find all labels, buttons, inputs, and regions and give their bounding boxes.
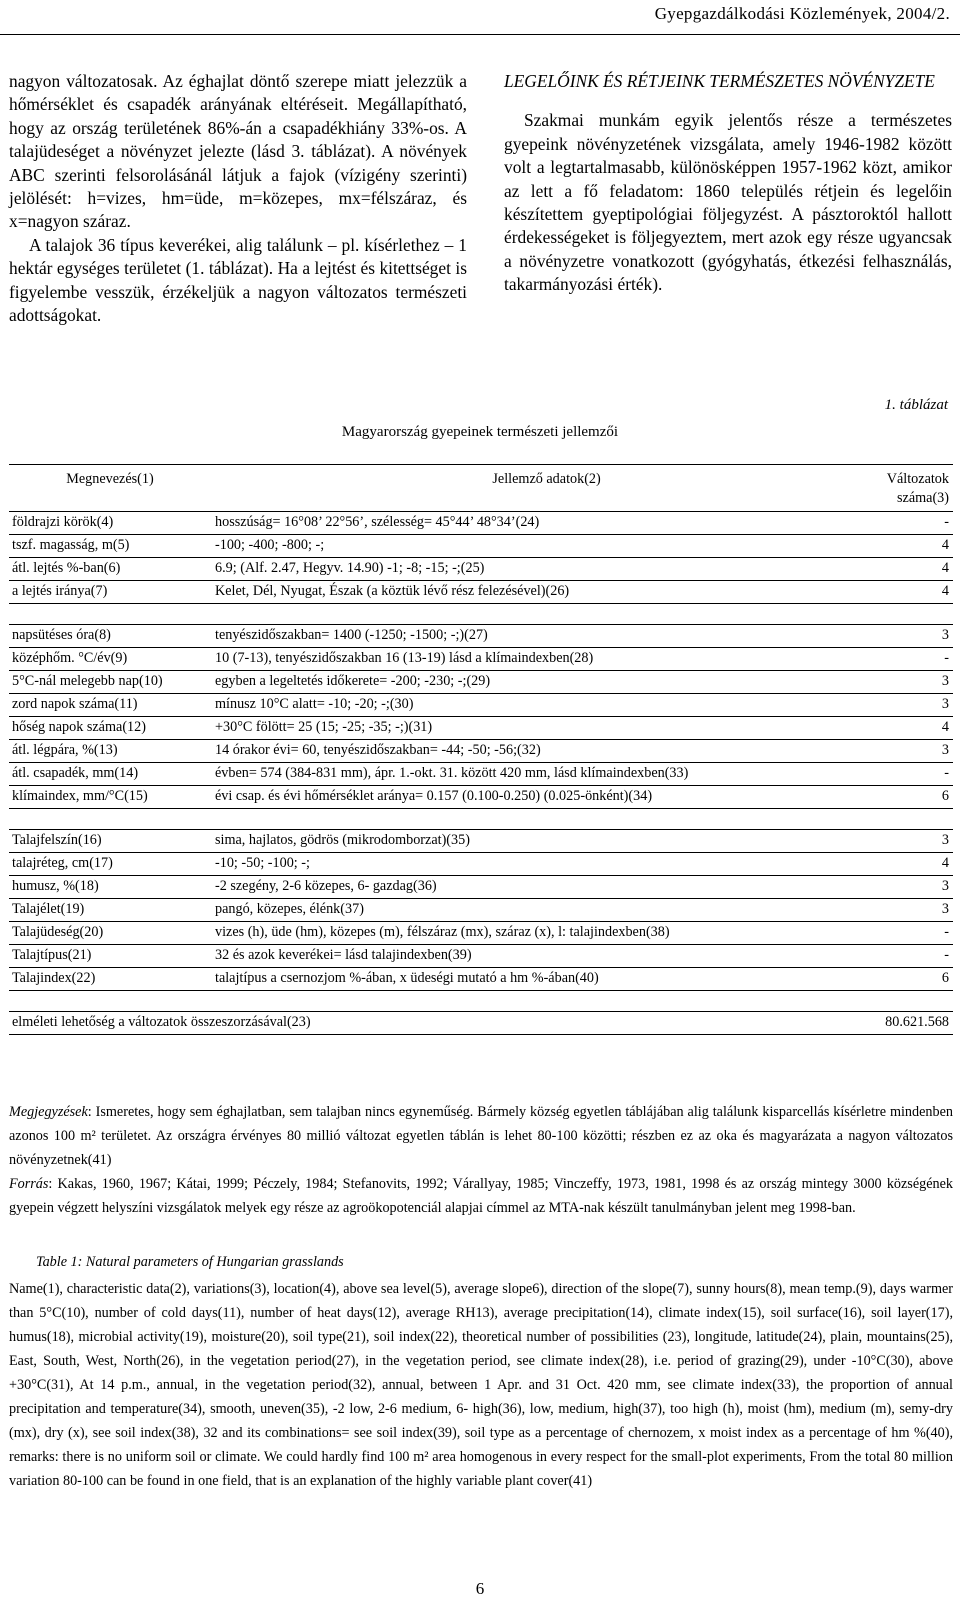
name-cell: Talajüdeség(20) [9, 922, 212, 945]
left-paragraph-2: A talajok 36 típus keverékei, alig találunk – pl. kísérlethez – 1 hektár egységes területet (1. táblázat). Ha a lejtést és kitettséget is figyelembe vesszük, érzékeljük a nagyon változatos természeti adottságokat. [9, 234, 467, 326]
name-cell: átl. légpára, %(13) [9, 740, 212, 763]
variations-cell: - [882, 763, 953, 786]
total-row [9, 1012, 953, 1035]
journal-header: Gyepgazdálkodási Közlemények, 2004/2. [654, 4, 950, 23]
table-row [9, 512, 953, 535]
english-table-title: Table 1: Natural parameters of Hungarian grasslands [36, 1254, 344, 1270]
header-cell: Változatok száma(3) [882, 465, 953, 512]
name-cell: tszf. magasság, m(5) [9, 535, 212, 558]
name-cell: Talajtípus(21) [9, 945, 212, 968]
table-row [9, 945, 953, 968]
data-cell: mínusz 10°C alatt= -10; -20; -;(30) [212, 694, 882, 717]
table-row [9, 830, 953, 853]
data-cell: évben= 574 (384-831 mm), ápr. 1.-okt. 31. között 420 mm, lásd klímaindexben(33) [212, 763, 882, 786]
right-column [504, 70, 952, 297]
name-cell: a lejtés iránya(7) [9, 581, 212, 604]
data-cell: Kelet, Dél, Nyugat, Észak (a köztük lévő rész felezésével)(26) [212, 581, 882, 604]
variations-cell: 4 [882, 535, 953, 558]
variations-cell: 3 [882, 899, 953, 922]
table-row [9, 899, 953, 922]
page-number: 6 [475, 1579, 485, 1598]
source [9, 1172, 953, 1220]
total-value: 80.621.568 [882, 1012, 953, 1035]
remarks-label: Megjegyzések [9, 1104, 88, 1120]
remarks [9, 1100, 953, 1172]
variations-cell: 3 [882, 625, 953, 648]
table-number: 1. táblázat [884, 397, 948, 413]
name-cell: 5°C-nál melegebb nap(10) [9, 671, 212, 694]
name-cell: Talajélet(19) [9, 899, 212, 922]
data-cell: 10 (7-13), tenyészidőszakban 16 (13-19) lásd a klímaindexben(28) [212, 648, 882, 671]
table-row [9, 853, 953, 876]
table-row [9, 648, 953, 671]
name-cell: Talajfelszín(16) [9, 830, 212, 853]
section-title: LEGELŐINK ÉS RÉTJEINK TERMÉSZETES NÖVÉNYZETE [504, 71, 935, 91]
left-paragraph-1: nagyon változatosak. Az éghajlat döntő szerepe miatt jelezzük a hőmérséklet és csapadék arányának eltéréseit. Megállapítható, hogy az ország területének 86%-án a csapadékhiány 33%-os. A talajüdeséget a növényzet jelezte (lásd 3. táblázat). A növények ABC szerinti felsorolásánál látjuk a fajok (vízigény szerinti) jelölését: h=vizes, hm=üde, m=közepes, mx=félszáraz, és x=nagyon száraz. [9, 71, 467, 232]
name-cell: földrajzi körök(4) [9, 512, 212, 535]
name-cell: humusz, %(18) [9, 876, 212, 899]
variations-cell: 3 [882, 671, 953, 694]
data-cell: pangó, közepes, élénk(37) [212, 899, 882, 922]
variations-cell: - [882, 648, 953, 671]
data-cell: 6.9; (Alf. 2.47, Hegyv. 14.90) -1; -8; -15; -;(25) [212, 558, 882, 581]
variations-cell: 4 [882, 853, 953, 876]
table-row [9, 581, 953, 604]
variations-cell: - [882, 922, 953, 945]
source-label: Forrás [9, 1176, 49, 1192]
total-label: elméleti lehetőség a változatok összeszorzásával(23) [9, 1012, 882, 1035]
variations-cell: 4 [882, 558, 953, 581]
data-cell: -2 szegény, 2-6 közepes, 6- gazdag(36) [212, 876, 882, 899]
table-row [9, 535, 953, 558]
table-row [9, 558, 953, 581]
table-spacer-row [9, 809, 953, 830]
name-cell: zord napok száma(11) [9, 694, 212, 717]
data-cell: tenyészidőszakban= 1400 (-1250; -1500; -;)(27) [212, 625, 882, 648]
variations-cell: 3 [882, 830, 953, 853]
table-row [9, 671, 953, 694]
header-cell: Jellemző adatok(2) [212, 465, 882, 512]
name-cell: napsütéses óra(8) [9, 625, 212, 648]
data-table [9, 464, 953, 1035]
data-cell: talajtípus a csernozjom %-ában, x üdeségi mutató a hm %-ában(40) [212, 968, 882, 991]
table-row [9, 968, 953, 991]
header-rule [0, 34, 960, 35]
table-row [9, 922, 953, 945]
name-cell: középhőm. °C/év(9) [9, 648, 212, 671]
table-row [9, 786, 953, 809]
data-cell: -10; -50; -100; -; [212, 853, 882, 876]
name-cell: hőség napok száma(12) [9, 717, 212, 740]
remarks-text: : Ismeretes, hogy sem éghajlatban, sem talajban nincs egyneműség. Bármely község egyetlen táblájában alig találunk kisparcellás kísérletre mindenben azonos 100 m² területet. Az országra érvényes 80 millió változat egyetlen táblán is lehet 80-100 közötti; részben ez az oka és magyarázata a nagyon változatos növényzetnek(41) [9, 1104, 953, 1168]
left-column [9, 70, 467, 327]
variations-cell: 6 [882, 786, 953, 809]
name-cell: átl. lejtés %-ban(6) [9, 558, 212, 581]
table-row [9, 694, 953, 717]
data-cell: vizes (h), üde (hm), közepes (m), félszáraz (mx), száraz (x), l: talajindexben(38) [212, 922, 882, 945]
name-cell: Talajindex(22) [9, 968, 212, 991]
table-spacer-row [9, 604, 953, 625]
table-row [9, 876, 953, 899]
data-cell: sima, hajlatos, gödrös (mikrodomborzat)(35) [212, 830, 882, 853]
name-cell: talajréteg, cm(17) [9, 853, 212, 876]
table-row [9, 740, 953, 763]
data-cell: egyben a legeltetés időkerete= -200; -230; -;(29) [212, 671, 882, 694]
data-cell: 32 és azok keverékei= lásd talajindexben(39) [212, 945, 882, 968]
english-table-legend: Name(1), characteristic data(2), variations(3), location(4), above sea level(5), average slope6), direction of the slope(7), sunny hours(8), mean temp.(9), days warmer than 5°C(10), number of cold days(11), number of heat days(12), average RH13), average precipitation(14), climate index(15), soil surface(16), soil layer(17), humus(18), microbial activity(19), moisture(20), soil type(21), soil index(22), theoretical number of possibilities (23), longitude, latitude(24), plain, mountains(25), East, South, West, North(26), in the vegetation period(27), in the vegetation period, see climate index(28), i.e. period of grazing(29), under -10°C(30), above +30°C(31), At 14 p.m., annual, in the vegetation period(32), annual, between 1 Apr. and 31 Oct. 420 mm, see climate index(33), the proportion of annual precipitation and temperature(34), smooth, uneven(35), -2 low, 2-6 medium, 6- high(36), low, medium, high(37), too high (h), moist (hm), medium (m), semy-dry (mx), dry (x), see soil index(38), 32 and its combinations= see soil index(39), soil type as a percentage of chernozem, x moist index as a percentage of hm %(40), remarks: there is no uniform soil or climate. We could hardly find 100 m² area homogenous in every respect for the small-plot experiments, From the total 80 million variation 80-100 can be found in one field, that is an explanation of the highly variable plant cover(41) [9, 1281, 953, 1489]
variations-cell: 3 [882, 876, 953, 899]
variations-cell: - [882, 945, 953, 968]
variations-cell: - [882, 512, 953, 535]
data-cell: +30°C fölött= 25 (15; -25; -35; -;)(31) [212, 717, 882, 740]
table-title: Magyarország gyepeinek természeti jellemzői [341, 424, 619, 440]
data-cell: -100; -400; -800; -; [212, 535, 882, 558]
data-cell: hosszúság= 16°08’ 22°56’, szélesség= 45°44’ 48°34’(24) [212, 512, 882, 535]
data-cell: 14 órakor évi= 60, tenyészidőszakban= -44; -50; -56;(32) [212, 740, 882, 763]
name-cell: klímaindex, mm/°C(15) [9, 786, 212, 809]
variations-cell: 4 [882, 717, 953, 740]
table-row [9, 717, 953, 740]
variations-cell: 3 [882, 694, 953, 717]
variations-cell: 6 [882, 968, 953, 991]
right-paragraph-1: Szakmai munkám egyik jelentős része a természetes gyepeink növényzetének vizsgálata, amely 1946-1982 között volt a legtartalmasabb, különösképpen 1957-1962 közt, amikor az lett a fő feladatom: 1860 település rétjein és legelőin készítettem gyeptipológiai följegyzést. A pásztoroktól hallott érdekességeket is följegyeztem, mert azok egy része ugyancsak a növényzetre vonatkozott (gyógyhatás, étkezési felhasználás, takarmányozási érték). [504, 110, 952, 295]
variations-cell: 3 [882, 740, 953, 763]
header-cell: Megnevezés(1) [9, 465, 212, 512]
data-cell: évi csap. és évi hőmérséklet aránya= 0.157 (0.100-0.250) (0.025-önként)(34) [212, 786, 882, 809]
table-spacer-row [9, 991, 953, 1012]
table-row [9, 625, 953, 648]
variations-cell: 4 [882, 581, 953, 604]
table-notes [9, 1100, 953, 1220]
table-header-row [9, 465, 953, 512]
name-cell: átl. csapadék, mm(14) [9, 763, 212, 786]
source-text: : Kakas, 1960, 1967; Kátai, 1999; Péczely, 1984; Stefanovits, 1992; Várallyay, 1985; Vinczeffy, 1973, 1981, 1998 és az ország mintegy 3000 községének gyepein végzett helyszíni vizsgálatok melyek egy része az agroökopotenciál alapjai címmel az MTA-nak készült tanulmányban jelent meg 1998-ban. [9, 1176, 953, 1216]
table-row [9, 763, 953, 786]
